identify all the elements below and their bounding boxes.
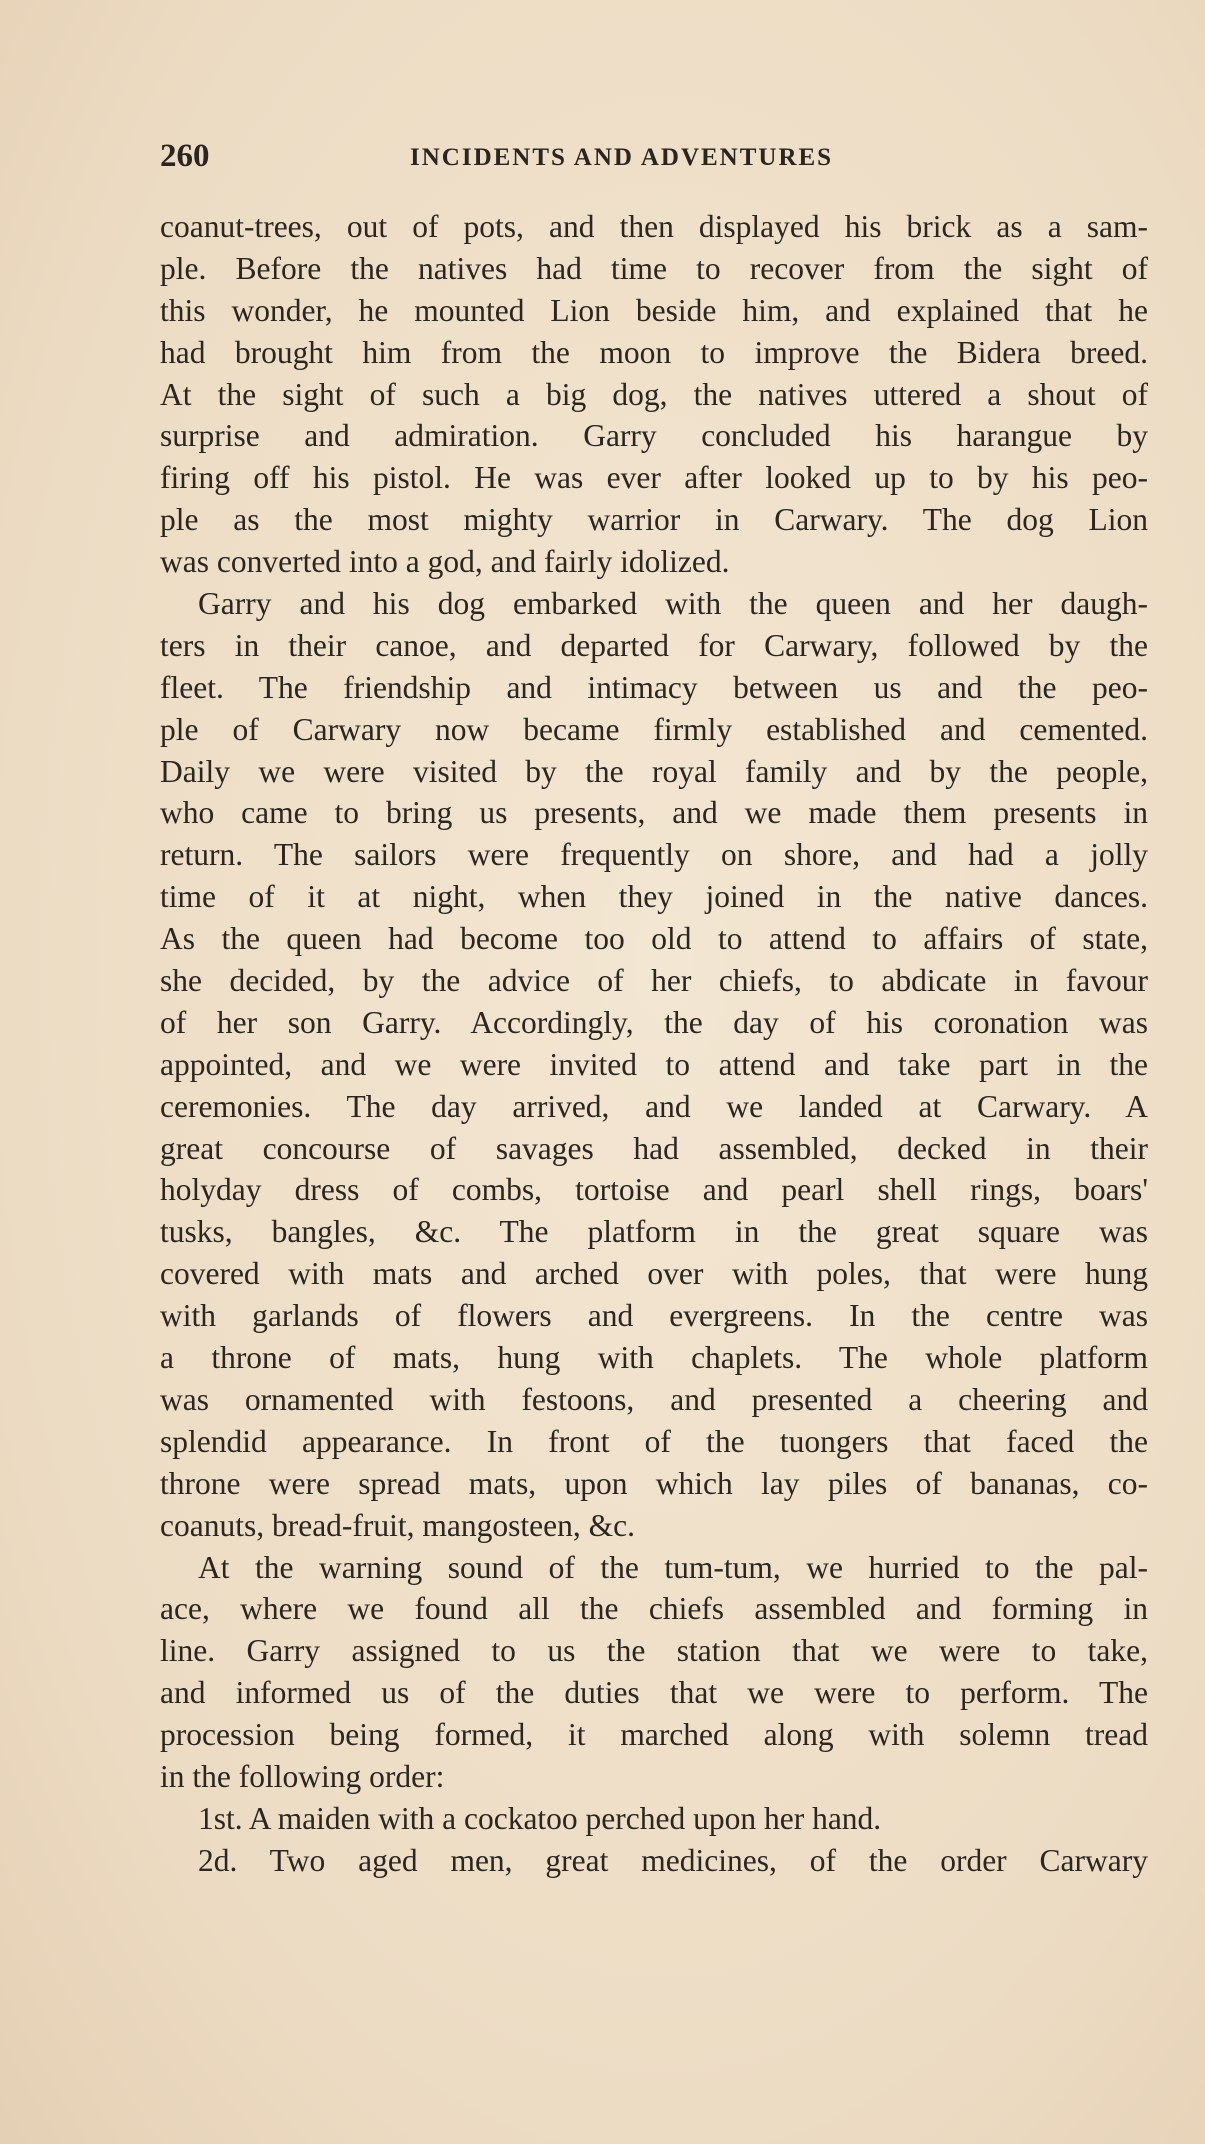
text-line: with garlands of flowers and evergreens. In the centre was (160, 1298, 1148, 1334)
running-head: INCIDENTS AND ADVENTURES (410, 144, 834, 171)
text-line: of her son Garry. Accordingly, the day of his coronation was (160, 1004, 1148, 1040)
text-line: covered with mats and arched over with poles, that were hung (160, 1256, 1148, 1292)
text-line: who came to bring us presents, and we made them presents in (160, 795, 1148, 831)
page-number: 260 (160, 138, 210, 174)
list-item: 1st. A maiden with a cockatoo perched upon her hand. (198, 1800, 882, 1836)
text-line: surprise and admiration. Garry concluded his harangue by (160, 418, 1148, 454)
text-line: a throne of mats, hung with chaplets. The whole platform (160, 1340, 1148, 1376)
body-text (160, 206, 1148, 1882)
text-line: ple of Carwary now became firmly established and cemented. (160, 711, 1148, 747)
text-line: holyday dress of combs, tortoise and pearl shell rings, boars' (160, 1172, 1148, 1208)
text-line: ceremonies. The day arrived, and we landed at Carwary. A (160, 1088, 1148, 1124)
text-line: was ornamented with festoons, and presented a cheering and (160, 1381, 1148, 1417)
text-line: time of it at night, when they joined in the native dances. (160, 879, 1148, 915)
text-line: ple. Before the natives had time to recover from the sight of (160, 250, 1148, 286)
text-line: coanuts, bread-fruit, mangosteen, &c. (160, 1507, 635, 1543)
text-line: fleet. The friendship and intimacy between us and the peo- (160, 669, 1148, 705)
text-line: procession being formed, it marched along with solemn tread (160, 1717, 1148, 1753)
text-line: line. Garry assigned to us the station that we were to take, (160, 1633, 1148, 1669)
text-line: At the sight of such a big dog, the natives uttered a shout of (160, 376, 1148, 412)
text-line: throne were spread mats, upon which lay piles of bananas, co- (160, 1465, 1148, 1501)
text-line: splendid appearance. In front of the tuongers that faced the (160, 1423, 1148, 1459)
paragraph-first-line: Garry and his dog embarked with the queen and her daugh- (198, 586, 1148, 622)
text-line: As the queen had become too old to attend to affairs of state, (160, 921, 1148, 957)
paragraph-first-line: At the warning sound of the tum-tum, we hurried to the pal- (198, 1549, 1148, 1585)
text-line: firing off his pistol. He was ever after looked up to by his peo- (160, 460, 1148, 496)
text-line: ple as the most mighty warrior in Carwary. The dog Lion (160, 502, 1148, 538)
text-line: ace, where we found all the chiefs assembled and forming in (160, 1591, 1148, 1627)
text-line: return. The sailors were frequently on shore, and had a jolly (160, 837, 1148, 873)
text-line: was converted into a god, and fairly idolized. (160, 544, 730, 580)
text-line: ters in their canoe, and departed for Carwary, followed by the (160, 627, 1148, 663)
page-header (160, 138, 900, 182)
text-line: appointed, and we were invited to attend and take part in the (160, 1046, 1148, 1082)
text-line: coanut-trees, out of pots, and then displayed his brick as a sam- (160, 209, 1148, 244)
text-line: this wonder, he mounted Lion beside him, and explained that he (160, 292, 1148, 328)
text-line: in the following order: (160, 1758, 445, 1794)
text-line: great concourse of savages had assembled, decked in their (160, 1130, 1148, 1166)
text-line: and informed us of the duties that we were to perform. The (160, 1675, 1148, 1711)
text-line: had brought him from the moon to improve the Bidera breed. (160, 334, 1148, 370)
text-line: Daily we were visited by the royal family and by the people, (160, 753, 1148, 789)
list-item: 2d. Two aged men, great medicines, of the order Carwary (198, 1842, 1148, 1878)
text-line: she decided, by the advice of her chiefs, to abdicate in favour (160, 963, 1148, 999)
text-line: tusks, bangles, &c. The platform in the great square was (160, 1214, 1148, 1250)
